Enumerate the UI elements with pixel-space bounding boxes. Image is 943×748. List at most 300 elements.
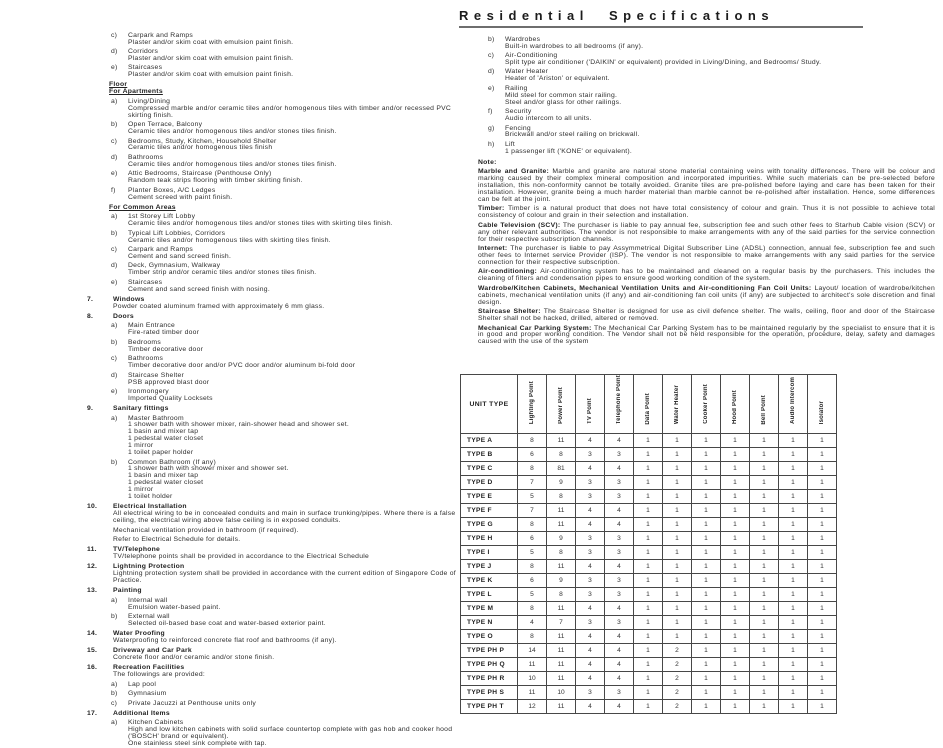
value-cell: 4: [605, 672, 634, 686]
spec-item: [85, 139, 463, 153]
note-lead: Internet:: [478, 245, 508, 253]
value-cell: 1: [634, 574, 663, 588]
value-cell: 1: [692, 448, 721, 462]
item-line: Audio intercom to all units.: [505, 115, 592, 123]
spec-item: [478, 142, 935, 156]
value-cell: 1: [808, 518, 837, 532]
unit-type-table-header: [461, 375, 837, 434]
table-row: [461, 630, 837, 644]
table-row: [461, 434, 837, 448]
spec-section: [85, 314, 463, 321]
section-number: 10.: [87, 503, 98, 511]
item-letter: d): [488, 68, 495, 76]
item-title: Lap pool: [128, 680, 157, 688]
table-row: [461, 616, 837, 630]
value-cell: 1: [779, 518, 808, 532]
item-title: 1st Storey Lift Lobby: [128, 213, 196, 221]
value-cell: 1: [779, 504, 808, 518]
table-row: [461, 476, 837, 490]
column-header: [634, 375, 663, 434]
value-cell: 8: [518, 602, 547, 616]
item-letter: d): [111, 48, 118, 55]
spec-section: [85, 564, 463, 585]
unit-type-cell: TYPE PH S: [461, 686, 518, 700]
value-cell: 1: [750, 686, 779, 700]
column-header-label: Cooker Point: [703, 384, 709, 425]
value-cell: 1: [634, 504, 663, 518]
table-row: [461, 588, 837, 602]
value-cell: 1: [808, 560, 837, 574]
value-cell: 1: [808, 490, 837, 504]
section-number: 8.: [87, 312, 94, 320]
table-row: [461, 546, 837, 560]
value-cell: 1: [750, 476, 779, 490]
spec-item: [478, 86, 935, 107]
value-cell: 1: [634, 532, 663, 546]
table-row: [461, 686, 837, 700]
item-title: Lift: [505, 140, 516, 148]
value-cell: 1: [750, 602, 779, 616]
value-cell: 1: [721, 448, 750, 462]
item-line: Cement and sand screed finish.: [128, 252, 232, 260]
section-paragraph: The followings are provided:: [113, 671, 206, 679]
value-cell: 1: [692, 476, 721, 490]
item-letter: g): [488, 124, 495, 132]
spec-item: [478, 126, 935, 140]
value-cell: 4: [576, 644, 605, 658]
value-cell: 1: [721, 616, 750, 630]
item-letter: a): [111, 719, 118, 727]
value-cell: 1: [808, 616, 837, 630]
notes: [478, 169, 935, 346]
value-cell: 5: [518, 588, 547, 602]
value-cell: 6: [518, 532, 547, 546]
item-letter: a): [111, 97, 118, 105]
item-line: Timber decorative door: [128, 345, 204, 353]
value-cell: 11: [547, 630, 576, 644]
value-cell: 1: [663, 560, 692, 574]
spec-item: [85, 691, 463, 698]
column-header: [576, 375, 605, 434]
item-line: 1 toilet paper holder: [128, 449, 194, 457]
column-header-label: Bell Point: [761, 394, 767, 425]
value-cell: 9: [547, 476, 576, 490]
value-cell: 1: [634, 434, 663, 448]
value-cell: 1: [750, 532, 779, 546]
value-cell: 4: [576, 434, 605, 448]
value-cell: 1: [750, 434, 779, 448]
table-row: [461, 560, 837, 574]
value-cell: 1: [779, 574, 808, 588]
value-cell: 1: [721, 462, 750, 476]
value-cell: 1: [750, 574, 779, 588]
value-cell: 1: [750, 518, 779, 532]
section-number: 13.: [87, 587, 98, 595]
value-cell: 1: [721, 644, 750, 658]
value-cell: 7: [547, 616, 576, 630]
item-title: Living/Dining: [128, 97, 171, 105]
value-cell: 3: [605, 616, 634, 630]
value-cell: 8: [518, 434, 547, 448]
value-cell: 1: [663, 504, 692, 518]
value-cell: 1: [663, 476, 692, 490]
value-cell: 1: [750, 672, 779, 686]
spec-section: [85, 665, 463, 679]
value-cell: 3: [576, 686, 605, 700]
value-cell: 1: [808, 630, 837, 644]
unit-type-cell: TYPE PH R: [461, 672, 518, 686]
table-row: [461, 658, 837, 672]
spec-item: [85, 33, 463, 47]
value-cell: 1: [663, 448, 692, 462]
unit-type-header-cell: UNIT TYPE: [461, 375, 518, 434]
table-row: [461, 672, 837, 686]
value-cell: 1: [663, 574, 692, 588]
value-cell: 4: [576, 518, 605, 532]
column-header-label: Hood Point: [732, 390, 738, 425]
value-cell: 8: [518, 518, 547, 532]
value-cell: 1: [663, 546, 692, 560]
value-cell: 1: [663, 616, 692, 630]
spec-item: [478, 37, 935, 51]
spec-item: [85, 263, 463, 277]
value-cell: 1: [692, 644, 721, 658]
spec-item: [85, 65, 463, 79]
value-cell: 3: [576, 490, 605, 504]
item-line: PSB approved blast door: [128, 378, 210, 386]
item-letter: e): [488, 84, 495, 92]
value-cell: 11: [547, 560, 576, 574]
value-cell: 4: [605, 462, 634, 476]
spec-item: [85, 49, 463, 63]
value-cell: 4: [605, 504, 634, 518]
value-cell: 4: [605, 602, 634, 616]
item-title: Security: [505, 108, 532, 116]
right-items: [478, 37, 935, 156]
value-cell: 1: [750, 588, 779, 602]
page-title: Residential Specifications: [459, 8, 863, 28]
column-header-label: Telephone Point: [616, 375, 622, 425]
value-cell: 1: [779, 490, 808, 504]
value-cell: 4: [576, 504, 605, 518]
item-line: 1 toilet holder: [128, 493, 173, 501]
value-cell: 2: [663, 658, 692, 672]
spec-item: [85, 323, 463, 337]
value-cell: 1: [808, 588, 837, 602]
value-cell: 1: [779, 602, 808, 616]
value-cell: 3: [605, 574, 634, 588]
value-cell: 4: [605, 700, 634, 714]
spec-item: [85, 720, 463, 748]
item-letter: h): [488, 140, 495, 148]
item-line: Heater of 'Ariston' or equivalent.: [505, 75, 610, 83]
spec-item: [85, 171, 463, 185]
value-cell: 1: [692, 574, 721, 588]
value-cell: 1: [779, 630, 808, 644]
spec-item: [85, 99, 463, 120]
item-letter: c): [111, 31, 118, 39]
item-title: Ironmongery: [128, 388, 169, 395]
item-line: 1 basin and mixer tap: [128, 472, 199, 480]
spec-section: [85, 711, 463, 718]
section-number: 14.: [87, 630, 98, 638]
item-title: Railing: [505, 84, 528, 92]
spec-item: [85, 389, 463, 403]
value-cell: 1: [634, 672, 663, 686]
item-title: Bathrooms: [128, 355, 164, 363]
value-cell: 3: [605, 476, 634, 490]
item-title: Gymnasium: [128, 690, 167, 698]
unit-type-cell: TYPE E: [461, 490, 518, 504]
value-cell: 4: [605, 560, 634, 574]
item-line: Plaster and/or skim coat with emulsion paint finish.: [128, 38, 294, 46]
value-cell: 1: [808, 658, 837, 672]
value-cell: 3: [605, 588, 634, 602]
value-cell: 1: [808, 462, 837, 476]
item-title: Typical Lift Lobbies, Corridors: [128, 229, 226, 237]
value-cell: 1: [692, 490, 721, 504]
item-letter: a): [111, 213, 118, 221]
item-title: Bathrooms: [128, 153, 164, 161]
value-cell: 1: [721, 504, 750, 518]
unit-type-cell: TYPE G: [461, 518, 518, 532]
spec-item: [85, 155, 463, 169]
item-title: Private Jacuzzi at Penthouse units only: [128, 699, 257, 707]
value-cell: 8: [547, 546, 576, 560]
unit-type-cell: TYPE D: [461, 476, 518, 490]
section-title: Sanitary fittings: [113, 405, 169, 412]
value-cell: 1: [779, 560, 808, 574]
value-cell: 1: [779, 434, 808, 448]
value-cell: 8: [547, 490, 576, 504]
table-row: [461, 574, 837, 588]
value-cell: 1: [779, 476, 808, 490]
value-cell: 1: [808, 476, 837, 490]
spec-item: [85, 598, 463, 612]
unit-type-cell: TYPE PH P: [461, 644, 518, 658]
spec-section: [85, 504, 463, 544]
value-cell: 1: [808, 448, 837, 462]
value-cell: 3: [605, 490, 634, 504]
section-paragraph: Lightning protection system shall be provided in accordance with the current edition of Singapore Code of Practice.: [113, 570, 456, 585]
unit-type-cell: TYPE O: [461, 630, 518, 644]
item-line: Cement and sand screed finish with nosing.: [128, 285, 270, 293]
spec-item: [85, 460, 463, 501]
value-cell: 8: [547, 448, 576, 462]
item-title: Bedrooms, Study, Kitchen, Household Shelter: [128, 137, 277, 145]
value-cell: 1: [634, 476, 663, 490]
value-cell: 1: [634, 448, 663, 462]
item-line: Cement screed with paint finish.: [128, 193, 233, 201]
value-cell: 1: [808, 672, 837, 686]
item-letter: e): [111, 388, 118, 395]
value-cell: 1: [692, 630, 721, 644]
value-cell: 4: [576, 658, 605, 672]
section-title: Lightning Protection: [113, 563, 185, 571]
value-cell: 1: [692, 504, 721, 518]
value-cell: 3: [605, 546, 634, 560]
value-cell: 2: [663, 644, 692, 658]
value-cell: 1: [750, 700, 779, 714]
unit-type-cell: TYPE I: [461, 546, 518, 560]
unit-type-cell: TYPE C: [461, 462, 518, 476]
value-cell: 1: [692, 602, 721, 616]
item-letter: b): [111, 613, 118, 621]
section-title: Driveway and Car Park: [113, 647, 192, 655]
item-line: One stainless steel sink complete with tap.: [128, 740, 267, 747]
value-cell: 4: [576, 560, 605, 574]
value-cell: 8: [518, 560, 547, 574]
value-cell: 11: [518, 658, 547, 672]
value-cell: 2: [663, 700, 692, 714]
value-cell: 1: [721, 560, 750, 574]
value-cell: 10: [518, 672, 547, 686]
column-header: [721, 375, 750, 434]
section-title: Painting: [113, 587, 142, 595]
value-cell: 4: [518, 616, 547, 630]
spec-item: [478, 69, 935, 83]
column-header: [663, 375, 692, 434]
note-lead: Marble and Granite:: [478, 168, 550, 176]
column-header-label: Power Point: [558, 387, 564, 425]
unit-type-cell: TYPE J: [461, 560, 518, 574]
section-title: Recreation Facilities: [113, 664, 185, 672]
unit-type-table: [460, 374, 837, 714]
value-cell: 3: [576, 616, 605, 630]
section-title: Doors: [113, 312, 134, 320]
item-letter: d): [111, 371, 118, 379]
column-header-label: Water Heater: [674, 385, 680, 425]
section-title: TV/Telephone: [113, 546, 161, 554]
item-title: Main Entrance: [128, 322, 176, 330]
spec-section: [85, 547, 463, 561]
item-title: Kitchen Cabinets: [128, 719, 184, 727]
section-title: Additional Items: [113, 709, 170, 717]
item-letter: e): [111, 64, 118, 72]
value-cell: 1: [634, 546, 663, 560]
item-line: Fire-rated timber door: [128, 329, 200, 337]
value-cell: 1: [663, 518, 692, 532]
item-letter: c): [111, 699, 118, 707]
spec-item: [478, 109, 935, 123]
item-title: External wall: [128, 613, 170, 621]
value-cell: 8: [547, 588, 576, 602]
value-cell: 4: [576, 672, 605, 686]
table-row: [461, 504, 837, 518]
value-cell: 4: [605, 644, 634, 658]
item-title: Staircases: [128, 64, 163, 72]
note-lead: Mechanical Car Parking System:: [478, 324, 592, 332]
value-cell: 6: [518, 448, 547, 462]
value-cell: 1: [692, 658, 721, 672]
section-paragraph: Refer to Electrical Schedule for details.: [113, 536, 241, 544]
value-cell: 1: [808, 644, 837, 658]
value-cell: 1: [808, 700, 837, 714]
value-cell: 1: [692, 518, 721, 532]
table-row: [461, 644, 837, 658]
spec-section: [85, 297, 463, 311]
value-cell: 1: [779, 658, 808, 672]
item-line: Ceramic tiles and/or homogenous tiles and/or stones tiles finish.: [128, 160, 337, 168]
unit-type-cell: TYPE PH T: [461, 700, 518, 714]
value-cell: 1: [634, 686, 663, 700]
item-title: Carpark and Ramps: [128, 31, 194, 39]
column-header-label: Audio Intercom: [790, 377, 796, 425]
item-letter: c): [111, 137, 118, 145]
value-cell: 2: [663, 672, 692, 686]
spec-item: [85, 416, 463, 457]
section-paragraph: Mechanical ventilation provided in bathroom (if required).: [113, 526, 299, 534]
column-header-label: Isolator: [819, 400, 825, 425]
column-header: [547, 375, 576, 434]
value-cell: 1: [721, 434, 750, 448]
value-cell: 4: [605, 630, 634, 644]
item-title: Deck, Gymnasium, Walkway: [128, 262, 221, 270]
value-cell: 3: [605, 448, 634, 462]
section-number: 15.: [87, 647, 98, 655]
value-cell: 1: [692, 616, 721, 630]
unit-type-cell: TYPE K: [461, 574, 518, 588]
item-line: Plaster and/or skim coat with emulsion paint finish.: [128, 54, 294, 62]
value-cell: 1: [808, 602, 837, 616]
item-title: Air-Conditioning: [505, 52, 558, 59]
table-row: [461, 462, 837, 476]
section-number: 11.: [87, 546, 97, 554]
value-cell: 2: [663, 686, 692, 700]
item-title: Planter Boxes, A/C Ledges: [128, 186, 216, 194]
section-title: Electrical Installation: [113, 503, 187, 511]
spec-item: [85, 614, 463, 628]
value-cell: 1: [634, 630, 663, 644]
value-cell: 1: [692, 700, 721, 714]
value-cell: 1: [721, 518, 750, 532]
value-cell: 1: [750, 490, 779, 504]
value-cell: 5: [518, 490, 547, 504]
item-line: High and low kitchen cabinets with solid surface countertop complete with gas hob and cooker hood ('BOSCH' brand or equivalent).: [128, 726, 453, 741]
column-header: [605, 375, 634, 434]
value-cell: 1: [634, 560, 663, 574]
item-line: Brickwall and/or steel railing on brickwall.: [505, 131, 640, 139]
value-cell: 4: [605, 658, 634, 672]
section-paragraph: Powder coated aluminum framed with approximately 6 mm glass.: [113, 302, 325, 310]
section-paragraph: TV/telephone points shall be provided in accordance to the Electrical Schedule: [113, 553, 370, 561]
value-cell: 1: [692, 686, 721, 700]
item-line: Ceramic tiles and/or homogenous tiles with skirting tiles finish.: [128, 236, 331, 244]
value-cell: 1: [634, 616, 663, 630]
note-lead: Cable Television (SCV):: [478, 221, 561, 229]
section-title: Water Proofing: [113, 630, 165, 638]
note-lead: Timber:: [478, 205, 505, 213]
item-letter: b): [111, 338, 118, 346]
item-line: Timber decorative door and/or PVC door and/or aluminum bi-fold door: [128, 362, 356, 370]
item-letter: c): [111, 246, 118, 254]
item-title: Master Bathroom: [128, 414, 184, 422]
note-paragraph: Staircase Shelter: The Staircase Shelter is designed for use as civil defence shelter. The walls, ceiling, floor and door of the Staircase Shelter shall not be hacked, drilled, altered or removed.: [478, 308, 935, 323]
value-cell: 1: [779, 616, 808, 630]
value-cell: 4: [605, 518, 634, 532]
value-cell: 7: [518, 504, 547, 518]
subheading: For Common Areas: [109, 203, 176, 211]
value-cell: 11: [547, 518, 576, 532]
value-cell: 4: [576, 462, 605, 476]
spec-item: [85, 682, 463, 689]
value-cell: 1: [808, 574, 837, 588]
item-line: Split type air conditioner ('DAIKIN' or equivalent) provided in Living/Dining, and Bedrooms/ Study.: [505, 58, 822, 66]
item-letter: c): [111, 355, 118, 363]
unit-type-cell: TYPE L: [461, 588, 518, 602]
value-cell: 1: [721, 686, 750, 700]
spec-item: [85, 701, 463, 708]
